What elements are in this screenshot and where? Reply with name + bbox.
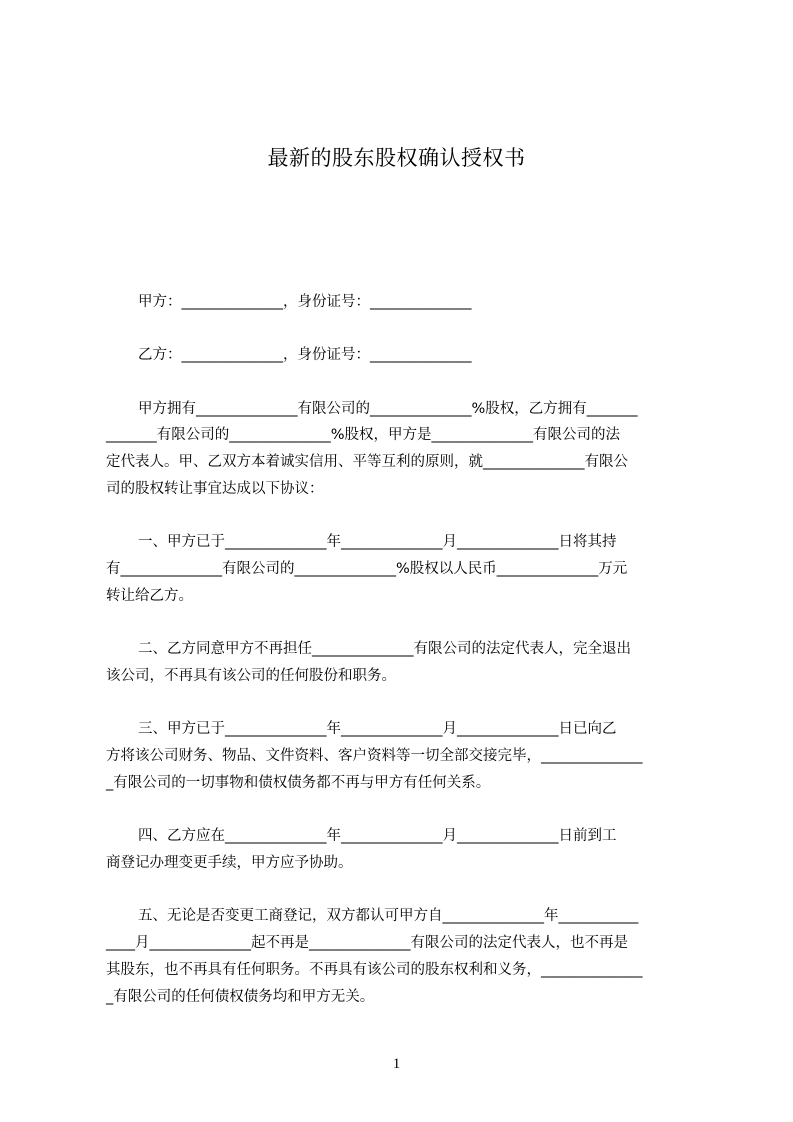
preamble-line-1: 甲方拥有______________有限公司的______________%股权，乙方拥有_______ — [138, 401, 638, 417]
clause-3-line-1: 三、甲方已于______________年______________月______________日已向乙 — [138, 721, 617, 737]
preamble-line-2: _______有限公司的______________%股权，甲方是______________有限公司的法 — [106, 427, 621, 443]
party-a-line: 甲方：______________，身份证号：______________ — [138, 294, 472, 310]
clause-3-line-3: _有限公司的一切事物和债权债务都不再与甲方有任何关系。 — [106, 775, 491, 791]
clause-3-line-2: 方将该公司财务、物品、文件资料、客户资料等一切全部交接完毕，______________ — [106, 748, 643, 764]
clause-5-line-3: 其股东，也不再具有任何职务。不再具有该公司的股东权利和义务，______________ — [106, 962, 643, 978]
clause-1-line-3: 转让给乙方。 — [106, 588, 193, 604]
clause-2-line-2: 该公司，不再具有该公司的任何股份和职务。 — [106, 668, 396, 684]
clause-5-line-2: ____月______________起不再是______________有限公司的法定代表人，也不再是 — [106, 935, 628, 951]
clause-1-line-2: 有______________有限公司的______________%股权以人民币______________万元 — [106, 561, 628, 577]
clause-1-line-1: 一、甲方已于______________年______________月______________日将其持 — [138, 534, 617, 550]
clause-5-line-1: 五、无论是否变更工商登记，双方都认可甲方自______________年___________ — [138, 908, 639, 924]
document-title: 最新的股东股权确认授权书 — [267, 146, 526, 170]
page-number: 1 — [392, 1056, 401, 1072]
clause-5-line-4: _有限公司的任何债权债务均和甲方无关。 — [106, 989, 375, 1005]
clause-4-line-1: 四、乙方应在______________年______________月______________日前到工 — [138, 828, 617, 844]
preamble-line-3: 定代表人。甲、乙双方本着诚实信用、平等互利的原则，就______________有限公 — [106, 454, 628, 470]
preamble-line-4: 司的股权转让事宜达成以下协议： — [106, 481, 324, 497]
clause-2-line-1: 二、乙方同意甲方不再担任______________有限公司的法定代表人，完全退出 — [138, 641, 631, 657]
party-b-line: 乙方：______________，身份证号：______________ — [138, 347, 472, 363]
clause-4-line-2: 商登记办理变更手续，甲方应予协助。 — [106, 855, 353, 871]
